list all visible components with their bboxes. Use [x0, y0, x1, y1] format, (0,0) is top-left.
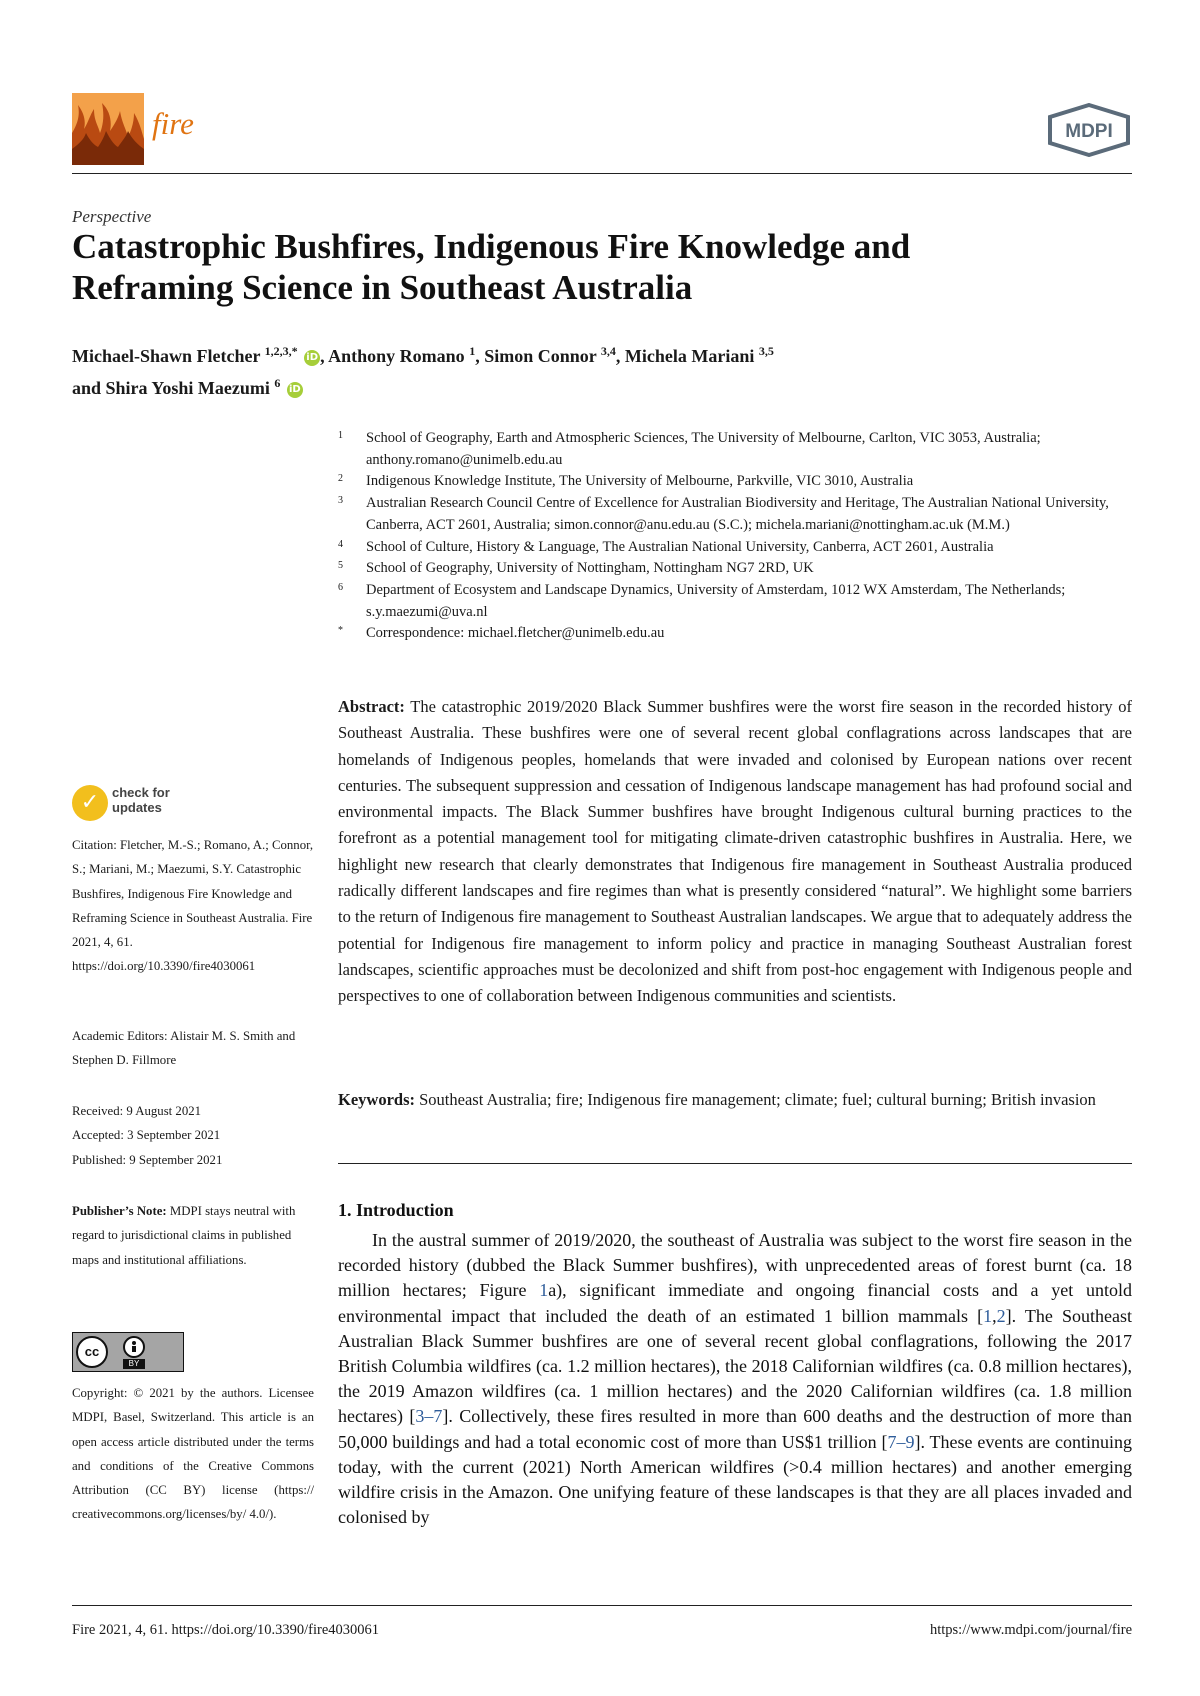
- abstract-divider: [338, 1163, 1132, 1164]
- editors-text: Alistair M. S. Smith and Stephen D. Fillmore: [72, 1029, 296, 1068]
- author-name[interactable]: Michael-Shawn Fletcher: [72, 346, 261, 366]
- affiliation-number: 1: [338, 430, 343, 441]
- check-for-updates-button[interactable]: [72, 783, 192, 823]
- attribution-person-icon: [123, 1336, 145, 1358]
- author-affiliation-marker: 1,2,3,*: [264, 344, 298, 358]
- author-affiliation-marker: 1: [469, 344, 476, 358]
- orcid-icon[interactable]: iD: [287, 382, 303, 398]
- cc-by-license-badge[interactable]: [72, 1332, 184, 1372]
- article-type: Perspective: [72, 207, 152, 226]
- footer-citation[interactable]: Fire 2021, 4, 61. https://doi.org/10.3390/fire4030061: [72, 1622, 380, 1638]
- keywords-label: Keywords:: [338, 1090, 415, 1109]
- affiliation-text: School of Geography, University of Nottingham, Nottingham NG7 2RD, UK: [366, 560, 814, 577]
- affiliation-item: [338, 428, 1138, 471]
- author-affiliation-marker: 3,4: [600, 344, 616, 358]
- mdpi-logo-icon: [1046, 103, 1132, 157]
- published-date: Published: 9 September 2021: [72, 1152, 223, 1167]
- affiliation-item: [338, 558, 1138, 580]
- publishers-note: [72, 1199, 314, 1272]
- affiliation-number: 5: [338, 560, 343, 572]
- author-name[interactable]: Anthony Romano: [328, 346, 465, 366]
- affiliation-text: Australian Research Council Centre of Excellence for Australian Biodiversity and Heritage, The Australian National University, Canberra, ACT 2601, Australia; simon.connor@anu.edu.au (S.C.); michela.mariani@nottingham.ac.uk (M.M.): [366, 495, 1109, 533]
- by-label: BY: [123, 1359, 145, 1369]
- author-joiner: and: [72, 378, 102, 398]
- affiliation-number: *: [338, 625, 343, 637]
- cc-icon: cc: [76, 1336, 108, 1368]
- received-date: Received: 9 August 2021: [72, 1104, 202, 1118]
- pubnote-label: Publisher’s Note:: [72, 1204, 167, 1218]
- author-name[interactable]: Shira Yoshi Maezumi: [105, 378, 270, 398]
- author-name[interactable]: Simon Connor: [484, 346, 597, 366]
- fire-flames-logo-icon: [72, 93, 144, 165]
- citation-text: Fletcher, M.-S.; Romano, A.; Connor, S.; Mariani, M.; Maezumi, S.Y. Catastrophic Bushfires, Indigenous Fire Knowledge and Reframing Science in Southeast Australia. Fire 2021, 4, 61. https://doi.org/10.3390/fire4030061: [72, 838, 314, 974]
- affiliation-item: [338, 537, 1138, 559]
- affiliation-number: 4: [338, 538, 343, 550]
- correspondence-text[interactable]: Correspondence: michael.fletcher@unimelb.edu.au: [366, 625, 665, 642]
- affiliation-text: Department of Ecosystem and Landscape Dynamics, University of Amsterdam, 1012 WX Amsterdam, The Netherlands; s.y.maezumi@uva.nl: [366, 581, 1066, 620]
- footer-journal-link[interactable]: https://www.mdpi.com/journal/fire: [929, 1622, 1132, 1638]
- affiliation-number: 2: [338, 473, 343, 485]
- author-name[interactable]: Michela Mariani: [624, 346, 755, 366]
- article-title: Catastrophic Bushfires, Indigenous Fire Knowledge and Reframing Science in Southeast Australia: [72, 227, 911, 307]
- section-heading-introduction: 1. Introduction: [338, 1200, 454, 1220]
- intro-text: ]. Collectively, these fires resulted in more than 600 deaths and the destruction of more than 50,000 buildings and had a total economic cost of more than US$1 trillion [: [338, 1406, 1133, 1452]
- keywords: [338, 1087, 1132, 1113]
- publication-dates: [72, 1099, 314, 1172]
- pubnote-text: MDPI stays neutral with regard to jurisdictional claims in published maps and institutional affiliations.: [72, 1204, 296, 1267]
- intro-text: ,: [992, 1305, 997, 1326]
- intro-text: ]. The Southeast Australian Black Summer bushfires are one of several recent global conflagrations, following the 2017 British Columbia wildfires (ca. 1.2 million hectares), the 2018 Californian wildfires (ca. 0.8 million hectares), the 2019 Amazon wildfires (ca. 1 million hectares) and the 2020 Californian wildfires (ca. 1.8 million hectares) [: [338, 1305, 1132, 1427]
- figure-link[interactable]: 1: [539, 1280, 549, 1301]
- accepted-date: Accepted: 3 September 2021: [72, 1128, 221, 1143]
- reference-link[interactable]: 3–7: [415, 1406, 443, 1427]
- affiliation-number: 3: [338, 495, 343, 507]
- affiliation-item: [338, 493, 1138, 536]
- academic-editors: [72, 1024, 314, 1073]
- affiliation-text: Indigenous Knowledge Institute, The University of Melbourne, Parkville, VIC 3010, Australia: [366, 473, 914, 490]
- abstract: [338, 694, 1132, 1010]
- affiliation-text: School of Culture, History & Language, The Australian National University, Canberra, ACT 2601, Australia: [366, 538, 994, 555]
- reference-link[interactable]: 2: [996, 1305, 1006, 1326]
- author-list: Michael-Shawn Fletcher $^{1,2,3,*}$ iD , Anthony Romano $^1$, Simon Connor $^{3,4}$, Michela Mariani $^{3,5}$ and Shira Yoshi Maezumi $^6$ iD: [72, 344, 774, 398]
- intro-text: a), significant immediate and ongoing financial costs and a yet untold environmental impact that included the death of an estimated 1 billion mammals [: [338, 1280, 1132, 1326]
- affiliation-text: School of Geography, Earth and Atmospheric Sciences, The University of Melbourne, Carlton, VIC 3053, Australia; anthony.romano@unimelb.edu.au: [366, 430, 1041, 468]
- affiliation-item: [338, 580, 1138, 623]
- affiliation-item: [338, 471, 1138, 493]
- reference-link[interactable]: 7–9: [887, 1431, 915, 1452]
- copyright-notice: Copyright: © 2021 by the authors. Licensee MDPI, Basel, Switzerland. This article is an open access article distributed under the terms and conditions of the Creative Commons Attribution (CC BY) license (https:// creativecommons.org/licenses/by/ 4.0/).: [72, 1386, 314, 1522]
- reference-link[interactable]: 1: [983, 1305, 993, 1326]
- affiliation-number: 6: [338, 581, 343, 593]
- abstract-label: Abstract:: [338, 697, 405, 716]
- abstract-text: The catastrophic 2019/2020 Black Summer bushfires were the worst fire season in the recorded history of Southeast Australia. These bushfires were one of several recent global conflagrations across landscapes that are homelands of Indigenous peoples, homelands that were invaded and colonised by European nations over recent centuries. The subsequent suppression and cessation of Indigenous landscape management has had profound social and environmental impacts. The Black Summer bushfires have brought Indigenous cultural burning practices to the forefront as a potential management tool for mitigating climate-driven catastrophic bushfires in Australia. Here, we highlight new research that clearly demonstrates that Indigenous fire management in Southeast Australia produced radically different landscapes and fire regimes than what is presently considered “natural”. We highlight some barriers to the return of Indigenous fire management to Southeast Australian landscapes. We argue that to adequately address the potential for Indigenous fire management to inform policy and practice in managing Southeast Australian forest landscapes, scientific approaches must be decolonized and shift from post-hoc engagement with Indigenous people and perspectives to one of collaboration between Indigenous communities and scientists.: [338, 697, 1132, 1006]
- footer-divider: [72, 1605, 1132, 1606]
- check-icon: ✓: [72, 785, 108, 821]
- intro-text: In the austral summer of 2019/2020, the southeast of Australia was subject to the worst fire season in the recorded history (dubbed the Black Summer bushfires), with unprecedented areas of forest burnt (ca. 18 million hectares; Figure: [338, 1230, 1132, 1301]
- citation-block: [72, 833, 314, 979]
- keywords-text: Southeast Australia; fire; Indigenous fire management; climate; fuel; cultural burning; British invasion: [419, 1090, 1096, 1109]
- mdpi-logo-text: MDPI: [1065, 121, 1113, 142]
- check-updates-label: check for updates: [112, 785, 170, 815]
- affiliation-list: [338, 428, 1138, 645]
- header-divider: [72, 173, 1132, 174]
- editors-label: Academic Editors:: [72, 1029, 168, 1043]
- author-affiliation-marker: 3,5: [758, 344, 774, 358]
- correspondence-item: [338, 623, 1138, 645]
- introduction-paragraph: [338, 1228, 1132, 1530]
- orcid-icon[interactable]: iD: [304, 350, 320, 366]
- citation-label: Citation:: [72, 838, 117, 852]
- author-affiliation-marker: 6: [274, 376, 281, 390]
- journal-name: fire: [152, 106, 194, 141]
- intro-text: ]. These events are continuing today, with the current (2021) North American wildfires (>0.4 million hectares) and another emerging wildfire crisis in the Amazon. One unifying feature of these landscapes is that they are all places invaded and colonised by: [338, 1431, 1132, 1528]
